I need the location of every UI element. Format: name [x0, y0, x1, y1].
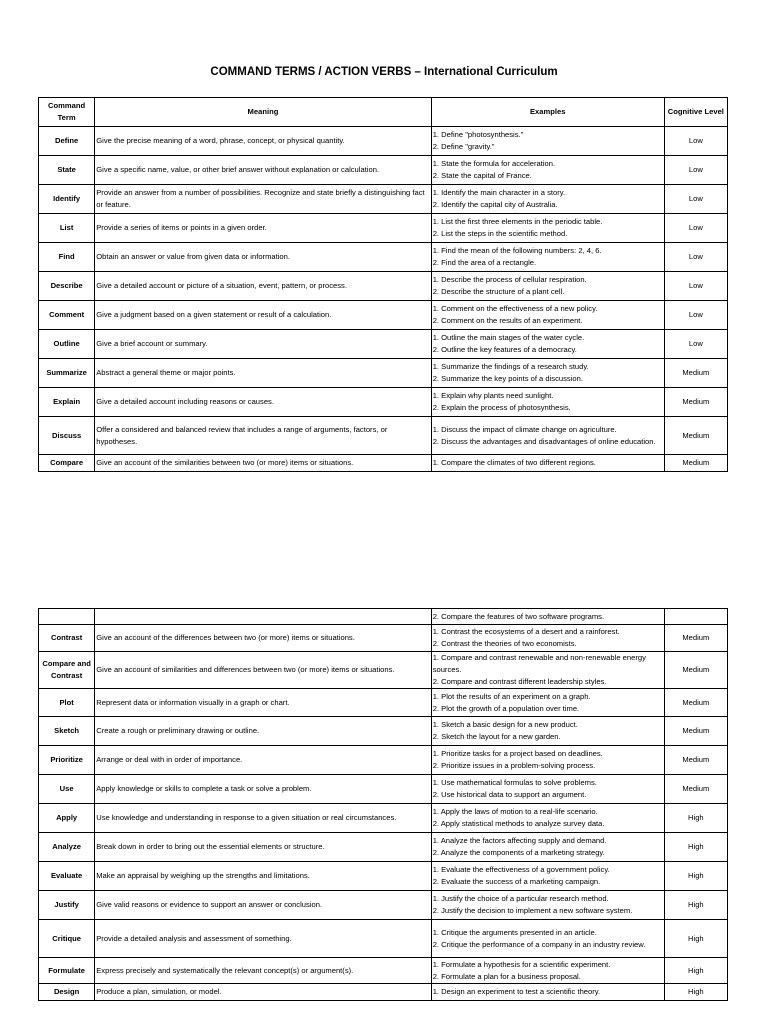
cognitive-level-cell-text: Medium: [682, 755, 710, 764]
table-row: [39, 689, 728, 717]
examples-cell: [431, 746, 664, 775]
cognitive-level-cell: [664, 717, 727, 746]
command-term-cell-text: Sketch: [54, 726, 80, 735]
command-term-cell: [39, 920, 95, 958]
cognitive-level-cell-text: High: [688, 933, 704, 943]
table-row: [39, 609, 728, 625]
command-term-cell-text: Plot: [59, 697, 74, 707]
command-term-cell: [39, 625, 95, 652]
examples-cell-text: 1. Critique the arguments presented in an article. 2. Critique the performance of a company in an industry review.: [432, 927, 646, 949]
cognitive-level-cell: [664, 417, 727, 455]
meaning-cell-text: Give a judgment based on a given statement or result of a calculation.: [96, 310, 332, 319]
examples-cell-text: 1. State the formula for acceleration. 2. State the capital of France.: [432, 159, 556, 180]
command-term-cell-text: Describe: [50, 281, 83, 290]
meaning-cell: [95, 417, 431, 455]
meaning-cell-text: Apply knowledge or skills to complete a task or solve a problem.: [96, 784, 312, 793]
meaning-cell: [95, 243, 431, 272]
cognitive-level-cell: [664, 984, 727, 1001]
meaning-cell-text: Give a detailed account including reasons or causes.: [96, 397, 274, 406]
meaning-cell: [95, 455, 431, 472]
meaning-cell: [95, 958, 431, 984]
meaning-cell-text: Give the precise meaning of a word, phrase, concept, or physical quantity.: [96, 136, 345, 145]
examples-cell-text: 1. Formulate a hypothesis for a scientific experiment. 2. Formulate a plan for a business proposal.: [432, 959, 611, 981]
meaning-cell-text: Produce a plan, simulation, or model.: [96, 987, 222, 996]
cognitive-level-cell-text: Medium: [682, 697, 710, 707]
command-term-cell-text: Outline: [53, 339, 80, 348]
examples-cell: [431, 717, 664, 746]
command-term-cell: [39, 891, 95, 920]
examples-cell: [431, 243, 664, 272]
meaning-cell: [95, 717, 431, 746]
table-row: [39, 862, 728, 891]
command-term-cell-text: Identify: [53, 194, 81, 203]
cognitive-level-cell: [664, 214, 727, 243]
cognitive-level-cell: [664, 746, 727, 775]
table-row: [39, 746, 728, 775]
header-meaning: Meaning: [95, 98, 431, 127]
examples-cell-text: 1. Apply the laws of motion to a real-life scenario. 2. Apply statistical methods to analyze survey data.: [432, 807, 605, 828]
cognitive-level-cell: [664, 625, 727, 652]
cognitive-level-cell-text: High: [688, 842, 704, 851]
cognitive-level-cell-text: Medium: [682, 430, 710, 440]
cognitive-level-cell: [664, 185, 727, 214]
command-term-cell-text: Compare: [50, 458, 84, 467]
command-term-cell: [39, 652, 95, 689]
meaning-cell-text: Provide a series of items or points in a given order.: [96, 223, 267, 232]
table-row: [39, 717, 728, 746]
command-term-cell-text: Formulate: [48, 965, 85, 975]
cognitive-level-cell-text: Low: [688, 310, 703, 319]
examples-cell-text: 1. List the first three elements in the periodic table. 2. List the steps in the scientific method.: [432, 217, 603, 238]
examples-cell-text: 1. Summarize the findings of a research study. 2. Summarize the key points of a discussion.: [432, 362, 589, 383]
examples-cell: [431, 127, 664, 156]
examples-cell-text: 1. Compare and contrast renewable and non-renewable energy sources. 2. Compare and contrast different leadership styles.: [432, 653, 646, 686]
command-term-cell: [39, 455, 95, 472]
examples-cell: [431, 984, 664, 1001]
table-row: [39, 417, 728, 455]
command-term-cell: [39, 417, 95, 455]
table-row: [39, 920, 728, 958]
command-term-cell-text: Discuss: [52, 430, 82, 440]
examples-cell: [431, 156, 664, 185]
cognitive-level-cell-text: Low: [688, 223, 703, 232]
cognitive-level-cell-text: Low: [688, 339, 703, 348]
meaning-cell: [95, 920, 431, 958]
table-row: [39, 156, 728, 185]
command-term-cell: [39, 243, 95, 272]
cognitive-level-cell: [664, 804, 727, 833]
command-term-cell-text: Justify: [54, 900, 79, 909]
table-header-row: [39, 98, 728, 127]
examples-cell-text: 1. Design an experiment to test a scientific theory.: [432, 987, 601, 996]
examples-cell-text: 1. Identify the main character in a story. 2. Identify the capital city of Australia.: [432, 188, 566, 209]
examples-cell: [431, 862, 664, 891]
cognitive-level-cell-text: High: [688, 871, 704, 880]
command-term-cell-text: Contrast: [51, 633, 83, 642]
examples-cell: [431, 330, 664, 359]
examples-cell: [431, 388, 664, 417]
meaning-cell: [95, 891, 431, 920]
table-row: [39, 214, 728, 243]
meaning-cell: [95, 746, 431, 775]
command-term-cell-text: Find: [58, 252, 75, 261]
command-term-cell: [39, 984, 95, 1001]
cognitive-level-cell-text: High: [688, 813, 704, 822]
examples-cell: [431, 272, 664, 301]
cognitive-level-cell: [664, 920, 727, 958]
command-term-cell: [39, 330, 95, 359]
examples-cell: [431, 625, 664, 652]
command-terms-table-page2: [38, 608, 728, 1001]
command-term-cell: [39, 746, 95, 775]
meaning-cell-text: Express precisely and systematically the relevant concept(s) or argument(s).: [96, 965, 354, 975]
cognitive-level-cell-text: High: [688, 987, 704, 996]
examples-cell: [431, 214, 664, 243]
table-row: [39, 455, 728, 472]
cognitive-level-cell: [664, 689, 727, 717]
meaning-cell-text: Provide a detailed analysis and assessment of something.: [96, 933, 292, 943]
table-row: [39, 833, 728, 862]
command-term-cell-text: Prioritize: [50, 755, 83, 764]
command-term-cell-text: State: [57, 165, 76, 174]
meaning-cell-text: Give a specific name, value, or other brief answer without explanation or calculation.: [96, 165, 380, 174]
meaning-cell-text: Abstract a general theme or major points.: [96, 368, 236, 377]
command-term-cell: [39, 804, 95, 833]
meaning-cell: [95, 775, 431, 804]
meaning-cell-text: Arrange or deal with in order of importance.: [96, 755, 243, 764]
command-term-cell-text: Evaluate: [50, 871, 83, 880]
examples-cell-text: 1. Use mathematical formulas to solve problems. 2. Use historical data to support an argument.: [432, 778, 597, 799]
examples-cell: [431, 958, 664, 984]
cognitive-level-cell: [664, 156, 727, 185]
examples-cell-text: 1. Define "photosynthesis." 2. Define "gravity.": [432, 130, 524, 151]
meaning-cell: [95, 156, 431, 185]
command-term-cell: [39, 689, 95, 717]
cognitive-level-cell: [664, 388, 727, 417]
command-term-cell-text: Compare and Contrast: [42, 659, 91, 680]
cognitive-level-cell-text: Medium: [682, 726, 710, 735]
cognitive-level-cell: [664, 833, 727, 862]
examples-cell-text: 1. Describe the process of cellular respiration. 2. Describe the structure of a plant cell.: [432, 275, 587, 296]
cognitive-level-cell: [664, 891, 727, 920]
examples-cell: [431, 301, 664, 330]
cognitive-level-cell-text: Medium: [682, 368, 710, 377]
command-term-cell-text: Explain: [53, 397, 81, 406]
cognitive-level-cell: [664, 127, 727, 156]
examples-cell: [431, 609, 664, 625]
meaning-cell: [95, 127, 431, 156]
examples-cell: [431, 833, 664, 862]
examples-cell: [431, 359, 664, 388]
meaning-cell: [95, 388, 431, 417]
cognitive-level-cell-text: Low: [688, 165, 703, 174]
meaning-cell-text: Offer a considered and balanced review that includes a range of arguments, factors, or hypotheses.: [96, 424, 388, 446]
cognitive-level-cell-text: High: [688, 900, 704, 909]
command-term-cell-text: Design: [53, 987, 80, 996]
command-term-cell-text: Define: [55, 136, 79, 145]
cognitive-level-cell: [664, 301, 727, 330]
cognitive-level-cell-text: Low: [688, 252, 703, 261]
examples-cell-text: 1. Evaluate the effectiveness of a government policy. 2. Evaluate the success of a marketing campaign.: [432, 865, 610, 886]
cognitive-level-cell-text: Medium: [682, 633, 710, 642]
cognitive-level-cell-text: Medium: [682, 458, 710, 467]
meaning-cell: [95, 689, 431, 717]
command-term-cell: [39, 301, 95, 330]
examples-cell: [431, 804, 664, 833]
command-term-cell-text: Analyze: [52, 842, 81, 851]
meaning-cell: [95, 625, 431, 652]
meaning-cell-text: Make an appraisal by weighing up the strengths and limitations.: [96, 871, 310, 880]
meaning-cell-text: Give a brief account or summary.: [96, 339, 208, 348]
command-term-cell: [39, 388, 95, 417]
examples-cell: [431, 920, 664, 958]
cognitive-level-cell: [664, 243, 727, 272]
cognitive-level-cell: [664, 272, 727, 301]
meaning-cell: [95, 214, 431, 243]
cognitive-level-cell: [664, 330, 727, 359]
command-term-cell: [39, 359, 95, 388]
examples-cell-text: 2. Compare the features of two software programs.: [432, 611, 605, 621]
examples-cell-text: 1. Explain why plants need sunlight. 2. Explain the process of photosynthesis.: [432, 391, 571, 412]
meaning-cell-text: Give a detailed account or picture of a situation, event, pattern, or process.: [96, 281, 347, 290]
command-term-cell-text: Critique: [52, 933, 81, 943]
command-term-cell-text: Summarize: [46, 368, 87, 377]
command-term-cell: [39, 717, 95, 746]
cognitive-level-cell-text: Low: [688, 194, 703, 203]
command-terms-table-page1: [38, 97, 728, 472]
cognitive-level-cell: [664, 775, 727, 804]
meaning-cell: [95, 609, 431, 625]
meaning-cell-text: Represent data or information visually in a graph or chart.: [96, 697, 290, 707]
command-term-cell-text: Comment: [49, 310, 85, 319]
cognitive-level-cell: [664, 359, 727, 388]
command-term-cell-text: Use: [59, 784, 74, 793]
table-row: [39, 127, 728, 156]
command-term-cell: [39, 833, 95, 862]
examples-cell-text: 1. Sketch a basic design for a new product. 2. Sketch the layout for a new garden.: [432, 720, 578, 741]
examples-cell: [431, 455, 664, 472]
meaning-cell: [95, 272, 431, 301]
examples-cell-text: 1. Analyze the factors affecting supply and demand. 2. Analyze the components of a marketing strategy.: [432, 836, 607, 857]
table-row: [39, 388, 728, 417]
examples-cell-text: 1. Find the mean of the following numbers: 2, 4, 6. 2. Find the area of a rectangle.: [432, 246, 602, 267]
command-term-cell-text: Apply: [56, 813, 78, 822]
table-row: [39, 984, 728, 1001]
table-row: [39, 775, 728, 804]
examples-cell-text: 1. Prioritize tasks for a project based on deadlines. 2. Prioritize issues in a problem-solving process.: [432, 749, 603, 770]
command-term-cell: [39, 156, 95, 185]
cognitive-level-cell: [664, 455, 727, 472]
meaning-cell: [95, 862, 431, 891]
document-title: COMMAND TERMS / ACTION VERBS – International Curriculum: [210, 66, 558, 78]
header-examples: Examples: [431, 98, 664, 127]
examples-cell: [431, 185, 664, 214]
meaning-cell-text: Obtain an answer or value from given data or information.: [96, 252, 290, 261]
examples-cell: [431, 775, 664, 804]
table-row: [39, 243, 728, 272]
examples-cell-text: 1. Compare the climates of two different regions.: [432, 458, 596, 467]
meaning-cell-text: Give an account of similarities and differences between two (or more) items or situations.: [96, 665, 395, 674]
meaning-cell-text: Use knowledge and understanding in response to a given situation or real circumstances.: [96, 813, 397, 822]
examples-cell: [431, 891, 664, 920]
examples-cell: [431, 417, 664, 455]
command-term-cell: [39, 214, 95, 243]
table-row: [39, 652, 728, 689]
command-term-cell: [39, 958, 95, 984]
cognitive-level-cell: [664, 652, 727, 689]
cognitive-level-cell-text: Low: [688, 136, 703, 145]
examples-cell-text: 1. Comment on the effectiveness of a new policy. 2. Comment on the results of an experiment.: [432, 304, 598, 325]
table-row: [39, 272, 728, 301]
table-row: [39, 185, 728, 214]
command-term-cell: [39, 862, 95, 891]
examples-cell-text: 1. Discuss the impact of climate change on agriculture. 2. Discuss the advantages and disadvantages of online education.: [432, 424, 656, 446]
meaning-cell: [95, 330, 431, 359]
examples-cell-text: 1. Outline the main stages of the water cycle. 2. Outline the key features of a democracy.: [432, 333, 585, 354]
command-term-cell: [39, 272, 95, 301]
cognitive-level-cell: [664, 609, 727, 625]
table-row: [39, 301, 728, 330]
command-term-cell: [39, 775, 95, 804]
cognitive-level-cell-text: Medium: [682, 397, 710, 406]
meaning-cell: [95, 301, 431, 330]
examples-cell-text: 1. Contrast the ecosystems of a desert and a rainforest. 2. Contrast the theories of two economists.: [432, 627, 620, 648]
examples-cell-text: 1. Justify the choice of a particular research method. 2. Justify the decision to implement a new software system.: [432, 894, 633, 915]
meaning-cell: [95, 652, 431, 689]
examples-cell: [431, 652, 664, 689]
examples-cell-text: 1. Plot the results of an experiment on a graph. 2. Plot the growth of a population over time.: [432, 691, 591, 713]
command-term-cell: [39, 185, 95, 214]
command-term-cell: [39, 127, 95, 156]
meaning-cell: [95, 804, 431, 833]
cognitive-level-cell: [664, 862, 727, 891]
table-row: [39, 958, 728, 984]
table-row: [39, 330, 728, 359]
cognitive-level-cell: [664, 958, 727, 984]
command-term-cell-text: List: [59, 223, 74, 232]
meaning-cell: [95, 984, 431, 1001]
meaning-cell-text: Give an account of the similarities between two (or more) items or situations.: [96, 458, 354, 467]
meaning-cell-text: Give an account of the differences between two (or more) items or situations.: [96, 633, 355, 642]
table-row: [39, 359, 728, 388]
cognitive-level-cell-text: Medium: [682, 784, 710, 793]
command-term-cell: [39, 609, 95, 625]
header-command-term: Command Term: [39, 98, 95, 127]
meaning-cell-text: Break down in order to bring out the essential elements or structure.: [96, 842, 325, 851]
examples-cell: [431, 689, 664, 717]
table-row: [39, 804, 728, 833]
meaning-cell-text: Give valid reasons or evidence to support an answer or conclusion.: [96, 900, 323, 909]
meaning-cell: [95, 833, 431, 862]
cognitive-level-cell-text: Low: [688, 281, 703, 290]
meaning-cell-text: Create a rough or preliminary drawing or outline.: [96, 726, 260, 735]
cognitive-level-cell-text: High: [688, 965, 704, 975]
cognitive-level-cell-text: Medium: [682, 665, 710, 674]
header-cognitive-level: Cognitive Level: [664, 98, 727, 127]
meaning-cell: [95, 185, 431, 214]
table-row: [39, 625, 728, 652]
meaning-cell-text: Provide an answer from a number of possibilities. Recognize and state briefly a distinguishing fact or feature.: [96, 188, 425, 209]
meaning-cell: [95, 359, 431, 388]
table-row: [39, 891, 728, 920]
